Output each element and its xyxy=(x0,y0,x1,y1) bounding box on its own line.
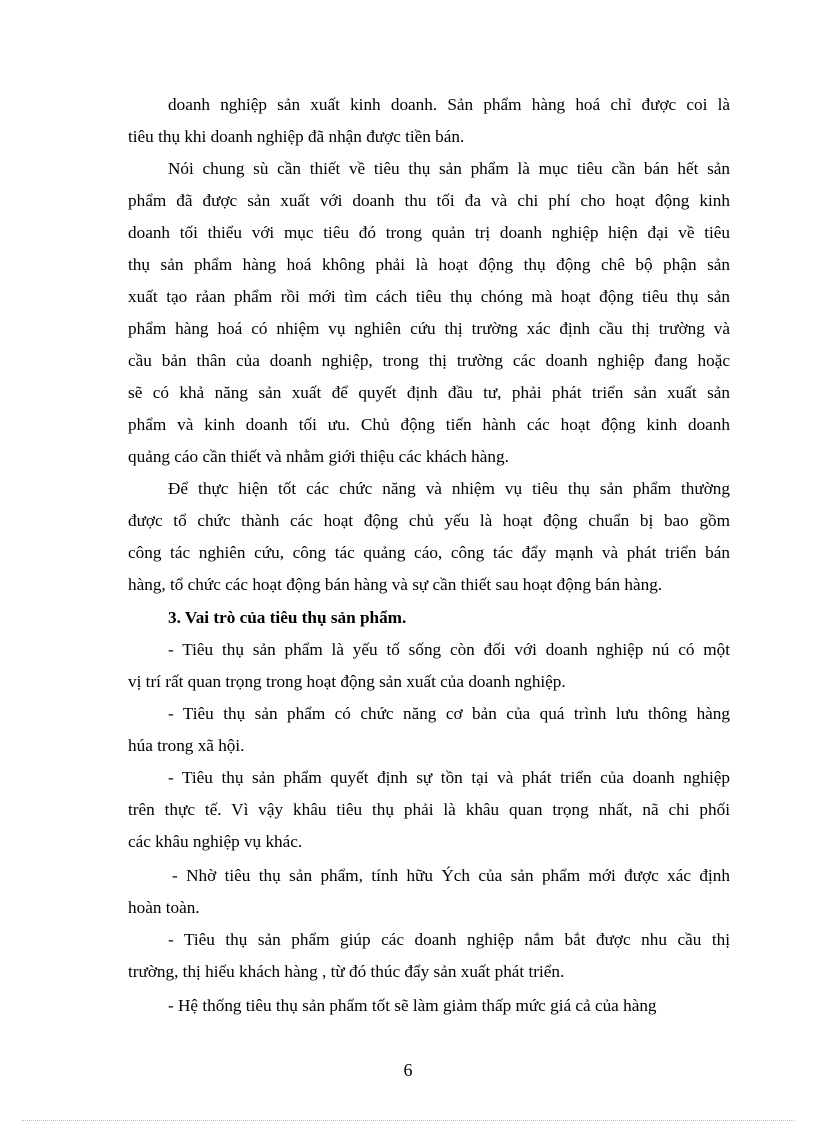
text-line: - Hệ thống tiêu thụ sản phẩm tốt sẽ làm giảm thấp mức giá cả của hàng xyxy=(168,996,657,1015)
text-line: cầu bản thân của doanh nghiệp, trong thị trường các doanh nghiệp đang hoặc xyxy=(128,351,730,370)
text-line: xuất tạo rảan phẩm rồi mới tìm cách tiêu thụ chóng mà hoạt động tiêu thụ sản xyxy=(128,287,730,306)
text-line: trường, thị hiếu khách hàng , từ đó thúc đẩy sản xuất phát triển. xyxy=(128,962,565,981)
section-heading: 3. Vai trò của tiêu thụ sản phẩm. xyxy=(168,608,407,627)
text-line: được tổ chức thành các hoạt động chủ yếu là hoạt động chuẩn bị bao gồm xyxy=(128,511,730,530)
text-line: phẩm đã được sản xuất với doanh thu tối đa và chi phí cho hoạt động kinh xyxy=(128,191,730,210)
text-line: hoàn toàn. xyxy=(128,898,200,917)
text-line: phẩm hàng hoá có nhiệm vụ nghiên cứu thị trường xác định cầu thị trường và xyxy=(128,319,730,338)
text-line: - Tiêu thụ sản phẩm có chức năng cơ bản của quá trình lưu thông hàng xyxy=(168,704,730,723)
text-line: hàng, tổ chức các hoạt động bán hàng và sự cần thiết sau hoạt động bán hàng. xyxy=(128,575,663,594)
page-number: 6 xyxy=(403,1060,413,1080)
text-line: Nói chung sù cần thiết về tiêu thụ sản phẩm là mục tiêu cần bán hết sản xyxy=(168,159,730,178)
text-line: húa trong xã hội. xyxy=(128,736,245,755)
text-line: doanh nghiệp sản xuất kinh doanh. Sản phẩm hàng hoá chỉ được coi là xyxy=(168,95,730,114)
text-line: thụ sản phẩm hàng hoá không phải là hoạt động thụ động chê bộ phận sản xyxy=(128,255,730,274)
text-line: công tác nghiên cứu, công tác quảng cáo, công tác đẩy mạnh và phát triển bán xyxy=(128,543,730,562)
text-line: doanh tối thiểu với mục tiêu đó trong quản trị doanh nghiệp hiện đại về tiêu xyxy=(128,223,730,242)
text-line: sẽ có khả năng sản xuất để quyết định đầu tư, phải phát triển sản xuất sản xyxy=(128,383,730,402)
page-bottom-border xyxy=(22,1120,794,1121)
text-line: - Tiêu thụ sản phẩm là yếu tố sống còn đối với doanh nghiệp nú có một xyxy=(168,640,730,659)
text-line: vị trí rất quan trọng trong hoạt động sản xuất của doanh nghiệp. xyxy=(128,672,566,691)
text-line: - Tiêu thụ sản phẩm quyết định sự tồn tại và phát triển của doanh nghiệp xyxy=(168,768,730,787)
text-line: tiêu thụ khi doanh nghiệp đã nhận được tiền bán. xyxy=(128,127,465,146)
text-line: trên thực tế. Vì vậy khâu tiêu thụ phải là khâu quan trọng nhất, nã chi phối xyxy=(128,800,730,819)
text-line: phẩm và kinh doanh tối ưu. Chủ động tiến hành các hoạt động kinh doanh xyxy=(128,415,730,434)
text-line: - Tiêu thụ sản phẩm giúp các doanh nghiệp nắm bắt được nhu cầu thị xyxy=(168,930,730,949)
text-line: Để thực hiện tốt các chức năng và nhiệm vụ tiêu thụ sản phẩm thường xyxy=(168,479,730,498)
text-line: - Nhờ tiêu thụ sản phẩm, tính hữu Ých của sản phẩm mới được xác định xyxy=(172,866,730,885)
text-line: các khâu nghiệp vụ khác. xyxy=(128,832,303,851)
text-line: quảng cáo cần thiết và nhằm giới thiệu các khách hàng. xyxy=(128,447,509,466)
